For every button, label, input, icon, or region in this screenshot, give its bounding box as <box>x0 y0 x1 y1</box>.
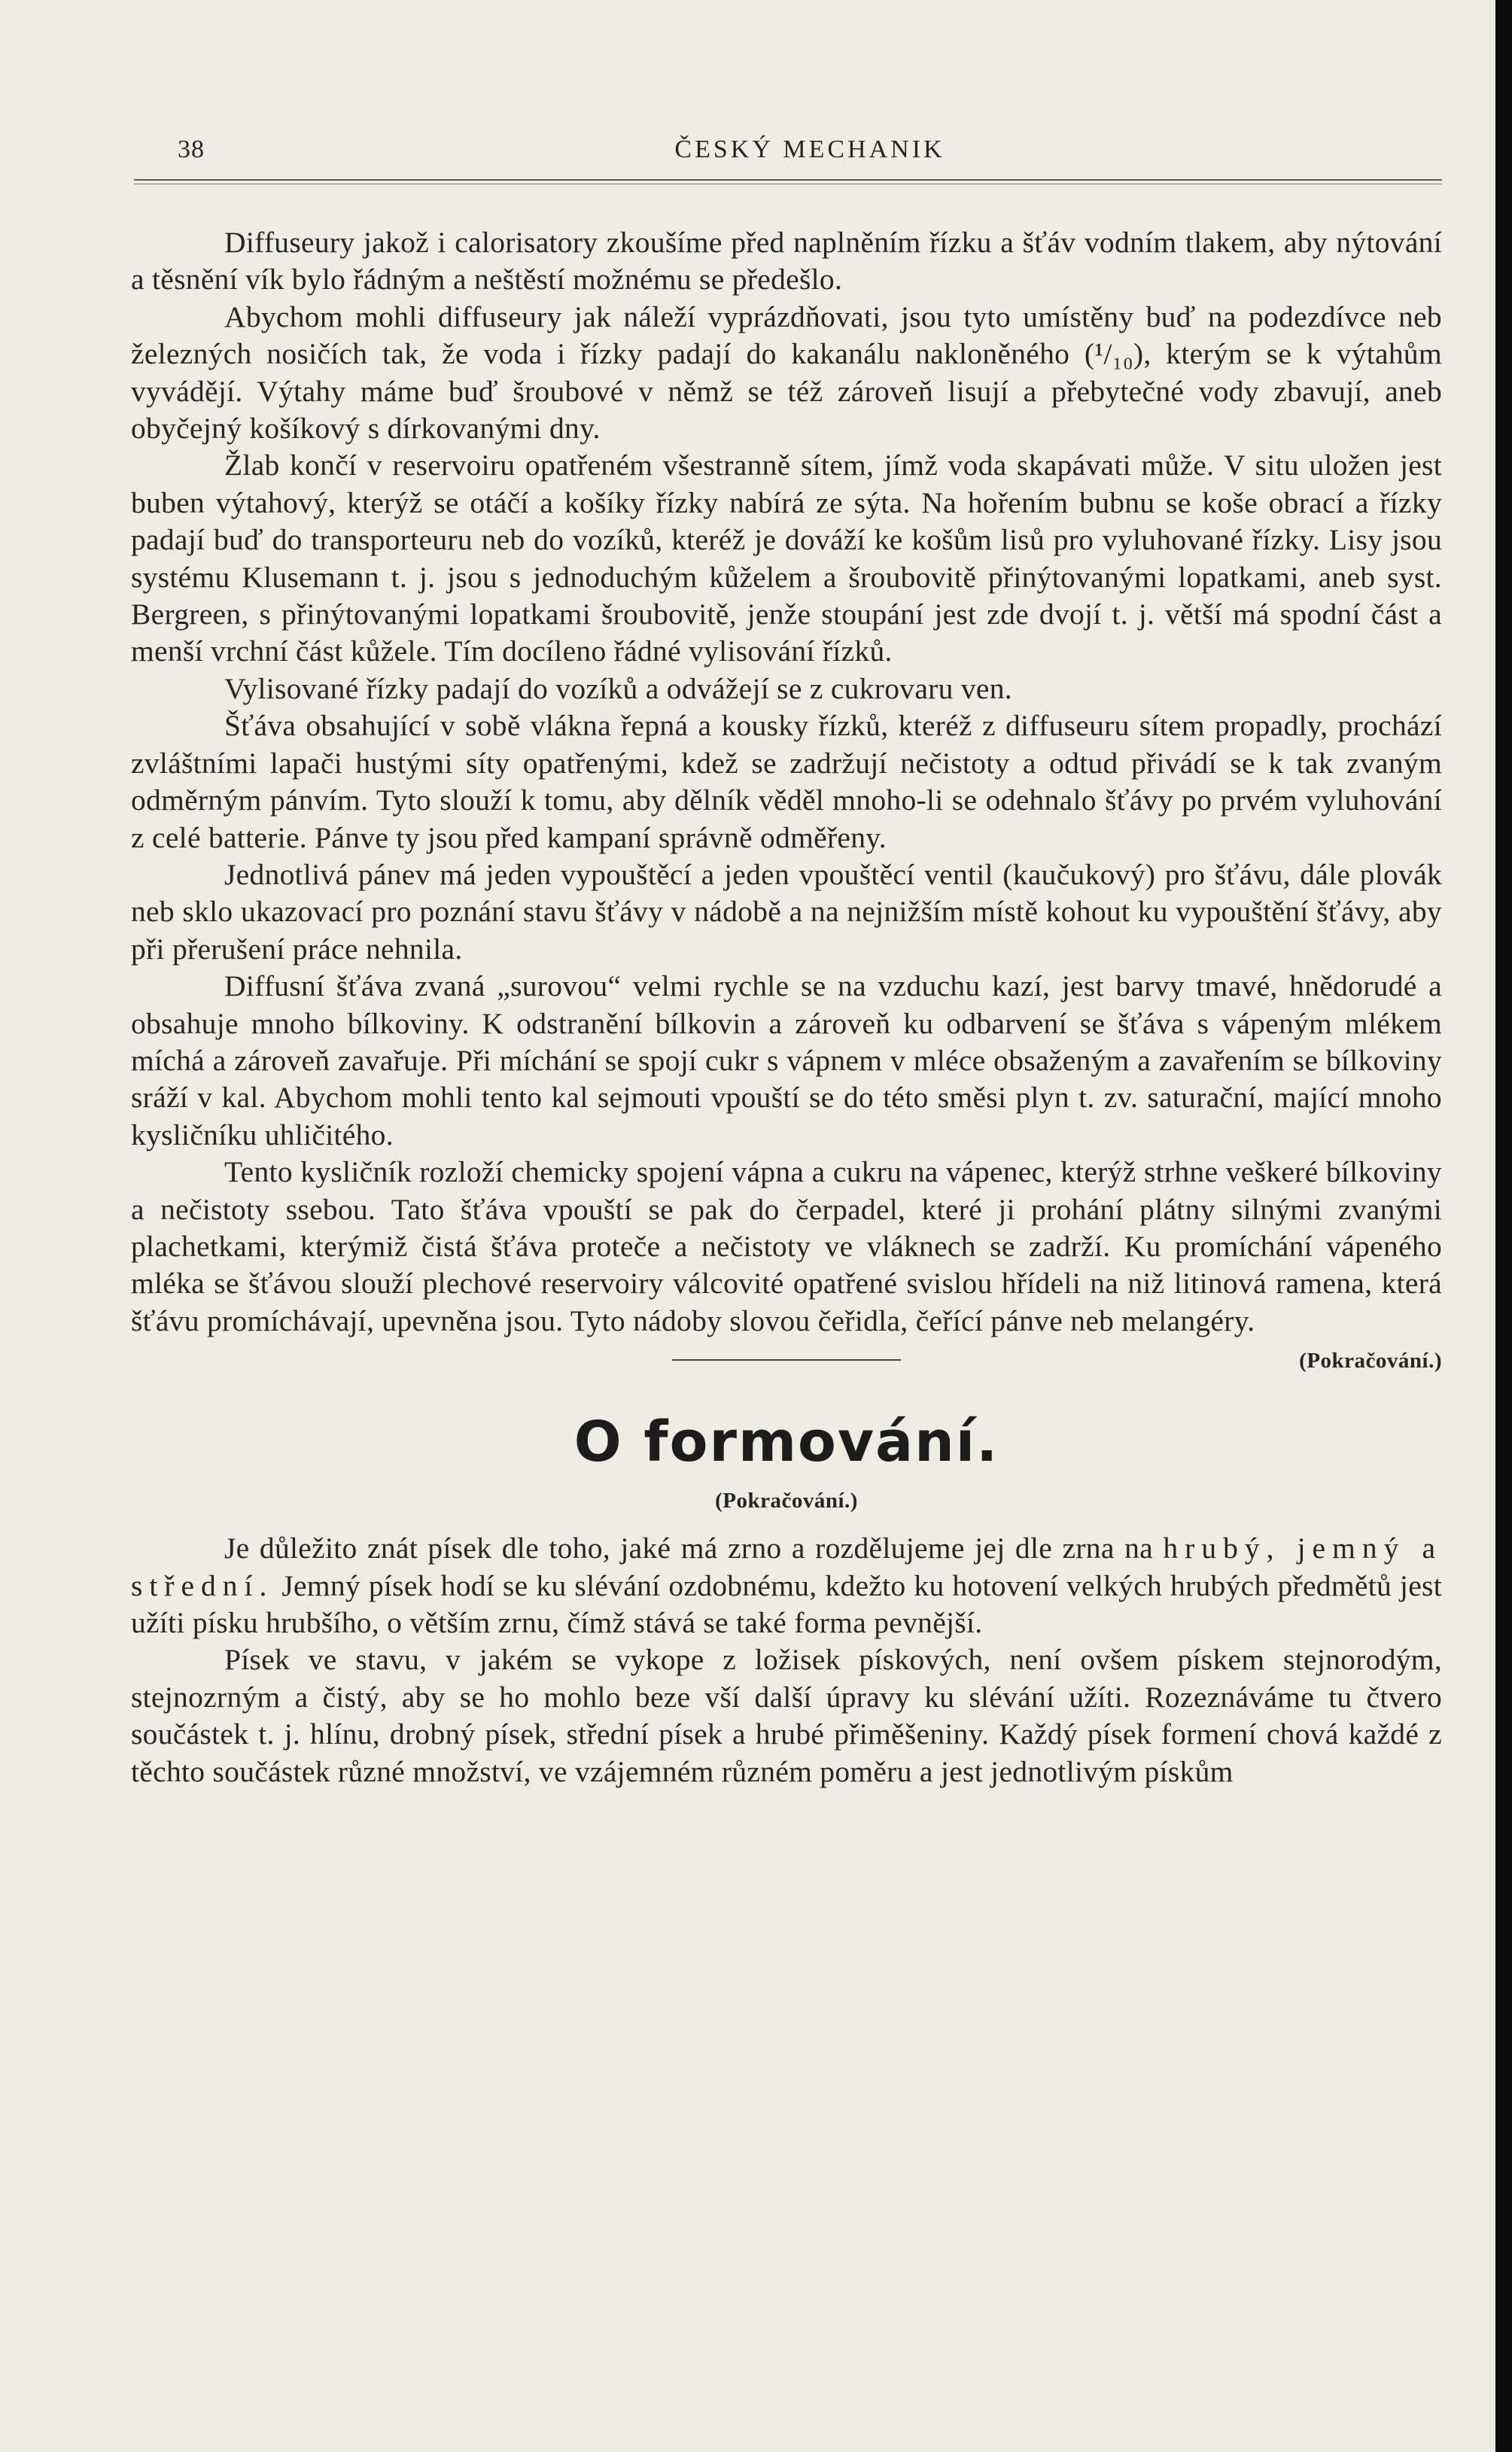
running-title: ČESKÝ MECHANIK <box>674 135 945 163</box>
article1-paragraph: Jednotlivá pánev má jeden vypouštěcí a jeden vpouštěcí ventil (kaučukový) pro šťávu, dále plovák neb sklo ukazovací pro poznání stavu šťávy v nádobě a na nejnižším místě kohout ku vypouštění šťávy, aby při přerušení práce nehnila. <box>131 857 1442 966</box>
scan-spine-edge <box>1495 0 1512 2452</box>
continued-label: (Pokračování.) <box>1299 1349 1442 1374</box>
article1-paragraph: Abychom mohli diffuseury jak náleží vyprázdňovati, jsou tyto umístěny buď na podezdívce neb železných nosičích tak, že voda i řízky padají do kakanálu nakloněného (¹/₁₀), kterým se k výtahům vyvádějí. Výtahy máme buď šroubové v němž se též zároveň lisují a přebytečné vody zbavují, aneb obyčejný košíkový s dírkovanými dny. <box>131 300 1442 446</box>
article1-last-paragraph <box>131 1154 1442 1374</box>
article1-paragraph: Diffusní šťáva zvaná „surovou“ velmi rychle se na vzduchu kazí, jest barvy tmavé, hnědorudé a obsahuje mnoho bílkoviny. K odstranění bílkovin a zároveň ku odbarvení se šťáva s vápeným mlékem míchá a zároveň zavařuje. Při míchání se spojí cukr s vápnem v mléce obsaženým a zavařením se bílkoviny sráží v kal. Abychom mohli tento kal sejmouti vpouští se do této směsi plyn t. zv. saturační, mající mnoho kysličníku uhličitého. <box>131 969 1442 1151</box>
paragraph-text: Je důležito znát písek dle toho, jaké má zrno a rozdělujeme jej dle zrna na <box>224 1532 1153 1565</box>
article1-paragraph: Šťáva obsahující v sobě vlákna řepná a kousky řízků, kteréž z diffuseuru sítem propadly, prochází zvláštními lapači hustými síty opatřenými, kdež se zadržují nečistoty a odtud přivádí se k tak zvaným odměrným pánvím. Tyto slouží k tomu, aby dělník věděl mnoho-li se odehnalo šťávy po prvém vyluhování z celé batterie. Pánve ty jsou před kampaní správně odměřeny. <box>131 709 1442 854</box>
article1-paragraph-text: Tento kysličník rozloží chemicky spojení vápna a cukru na vápenec, kterýž strhne veškeré bílkoviny a nečistoty ssebou. Tato šťáva vpouští se pak do čerpadel, které ji prohání plátny silnými zvanými plachetkami, kterýmiž čistá šťáva proteče a nečistoty ve vláknech se zadrží. Ku promíchání vápeného mléka se šťávou slouží plechové reservoiry válcovité opatřené svislou hřídeli na niž litinová ramena, která šťávu promíchávají, upevněna jsou. Tyto nádoby slovou čeřidla, čeřící pánve neb melangéry. <box>131 1155 1442 1337</box>
article-separator <box>672 1359 901 1361</box>
page-header <box>178 135 1442 172</box>
article1-paragraph: Vylisované řízky padají do vozíků a odvážejí se z cukrovaru ven. <box>224 671 1012 705</box>
header-rule <box>134 179 1442 184</box>
spaced-emphasis: hrubý, jemný a střední. <box>131 1532 1442 1602</box>
text-column <box>131 224 1442 1790</box>
paragraph-text: Jemný písek hodí se ku slévání ozdobnému, kdežto ku hotovení velkých hrubých předmětů jest užíti písku hrubšího, o větším zrnu, čímž stává se také forma pevnější. <box>131 1568 1442 1639</box>
article-title: O formování. <box>573 1410 999 1475</box>
article2-paragraph <box>131 1530 1442 1641</box>
article1-paragraph: Žlab končí v reservoiru opatřeném všestranně sítem, jímž voda skapávati může. V situ uložen jest buben výtahový, kterýž se otáčí a košíky řízky nabírá ze sýta. Na hořením bubnu se koše obrací a řízky padají buď do transporteuru neb do vozíků, kteréž je dováží ke košům lisů pro vyluhované řízky. Lisy jsou systému Klusemann t. j. jsou s jednoduchým kůželem a šroubovitě přinýtovanými lopatkami, aneb syst. Bergreen, s přinýtovanými lopatkami šroubovitě, jenže stoupání jest zde dvojí t. j. větší má spodní část a menší vrchní část kůžele. Tím docíleno řádné vylisování řízků. <box>131 449 1442 668</box>
page-number: 38 <box>178 135 205 163</box>
article1-paragraph: Diffuseury jakož i calorisatory zkoušíme před naplněním řízku a šťáv vodním tlakem, aby nýtování a těsnění vík bylo řádným a neštěstí možnému se předešlo. <box>131 226 1442 297</box>
article-subtitle: (Pokračování.) <box>715 1489 858 1513</box>
article2-paragraph: Písek ve stavu, v jakém se vykope z ložisek pískových, není ovšem pískem stejnorodým, stejnozrným a čistý, aby se ho mohlo beze vší další úpravy ku slévání užíti. Rozeznáváme tu čtvero součástek t. j. hlínu, drobný písek, střední písek a hrubé přiměšeniny. Každý písek formení chová každé z těchto součástek různé množství, ve vzájemném různém poměru a jest jednotlivým pískům <box>131 1643 1442 1788</box>
